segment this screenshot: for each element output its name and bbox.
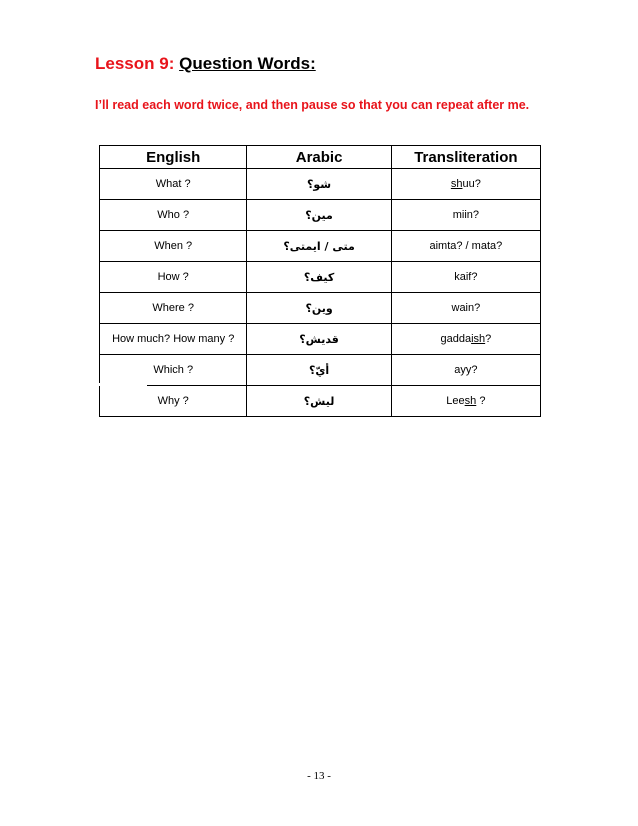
- table-row: [100, 231, 541, 262]
- arabic-cell: أيّ؟: [247, 355, 391, 386]
- trans-pre: Lee: [446, 395, 465, 407]
- english-cell: How much? How many ?: [100, 324, 247, 355]
- english-cell: Where ?: [100, 293, 247, 324]
- page-number: - 13 -: [307, 770, 331, 782]
- transliteration-cell: [391, 231, 540, 262]
- header-english: English: [100, 146, 247, 169]
- table-header-row: [100, 146, 541, 169]
- trans-pre: wain?: [451, 302, 481, 314]
- table-row: [100, 324, 541, 355]
- trans-underlined: sh: [450, 178, 463, 190]
- trans-pre: miin?: [452, 209, 480, 221]
- lesson-title: [95, 54, 316, 74]
- lesson-number: Lesson 9:: [95, 54, 175, 73]
- instruction-text: I’ll read each word twice, and then pause so that you can repeat after me.: [95, 98, 530, 112]
- trans-post: ?: [485, 333, 492, 345]
- arabic-cell: كيف؟: [247, 262, 391, 293]
- question-words-table: [99, 145, 541, 417]
- header-arabic: Arabic: [247, 146, 391, 169]
- trans-post: ?: [476, 395, 486, 407]
- arabic-cell: مين؟: [247, 200, 391, 231]
- trans-post: uu?: [462, 178, 481, 190]
- trans-pre: kaif?: [454, 271, 478, 283]
- english-cell: Which ?: [100, 355, 247, 386]
- transliteration-cell: [391, 355, 540, 386]
- trans-underlined: ish: [471, 333, 486, 345]
- transliteration-cell: [391, 169, 540, 200]
- arabic-cell: متى / ايمتى؟: [247, 231, 391, 262]
- english-cell: When ?: [100, 231, 247, 262]
- table-row: [100, 355, 541, 386]
- english-cell: How ?: [100, 262, 247, 293]
- transliteration-cell: [391, 293, 540, 324]
- arabic-cell: ليش؟: [247, 386, 391, 417]
- table-row: [100, 200, 541, 231]
- table-border-gap: [99, 383, 147, 386]
- transliteration-cell: [391, 386, 540, 417]
- lesson-title-text: Question Words:: [179, 54, 316, 73]
- transliteration-cell: [391, 200, 540, 231]
- transliteration-cell: [391, 324, 540, 355]
- table-row: [100, 386, 541, 417]
- transliteration-cell: [391, 262, 540, 293]
- table-row: [100, 169, 541, 200]
- trans-underlined: sh: [464, 395, 477, 407]
- trans-pre: aimta? / mata?: [429, 240, 503, 252]
- table-row: [100, 293, 541, 324]
- trans-pre: ayy?: [454, 364, 478, 376]
- arabic-cell: وين؟: [247, 293, 391, 324]
- trans-pre: gadda: [440, 333, 472, 345]
- english-cell: Why ?: [100, 386, 247, 417]
- english-cell: What ?: [100, 169, 247, 200]
- english-cell: Who ?: [100, 200, 247, 231]
- table-row: [100, 262, 541, 293]
- arabic-cell: شو؟: [247, 169, 391, 200]
- arabic-cell: قديش؟: [247, 324, 391, 355]
- header-transliteration: Transliteration: [391, 146, 540, 169]
